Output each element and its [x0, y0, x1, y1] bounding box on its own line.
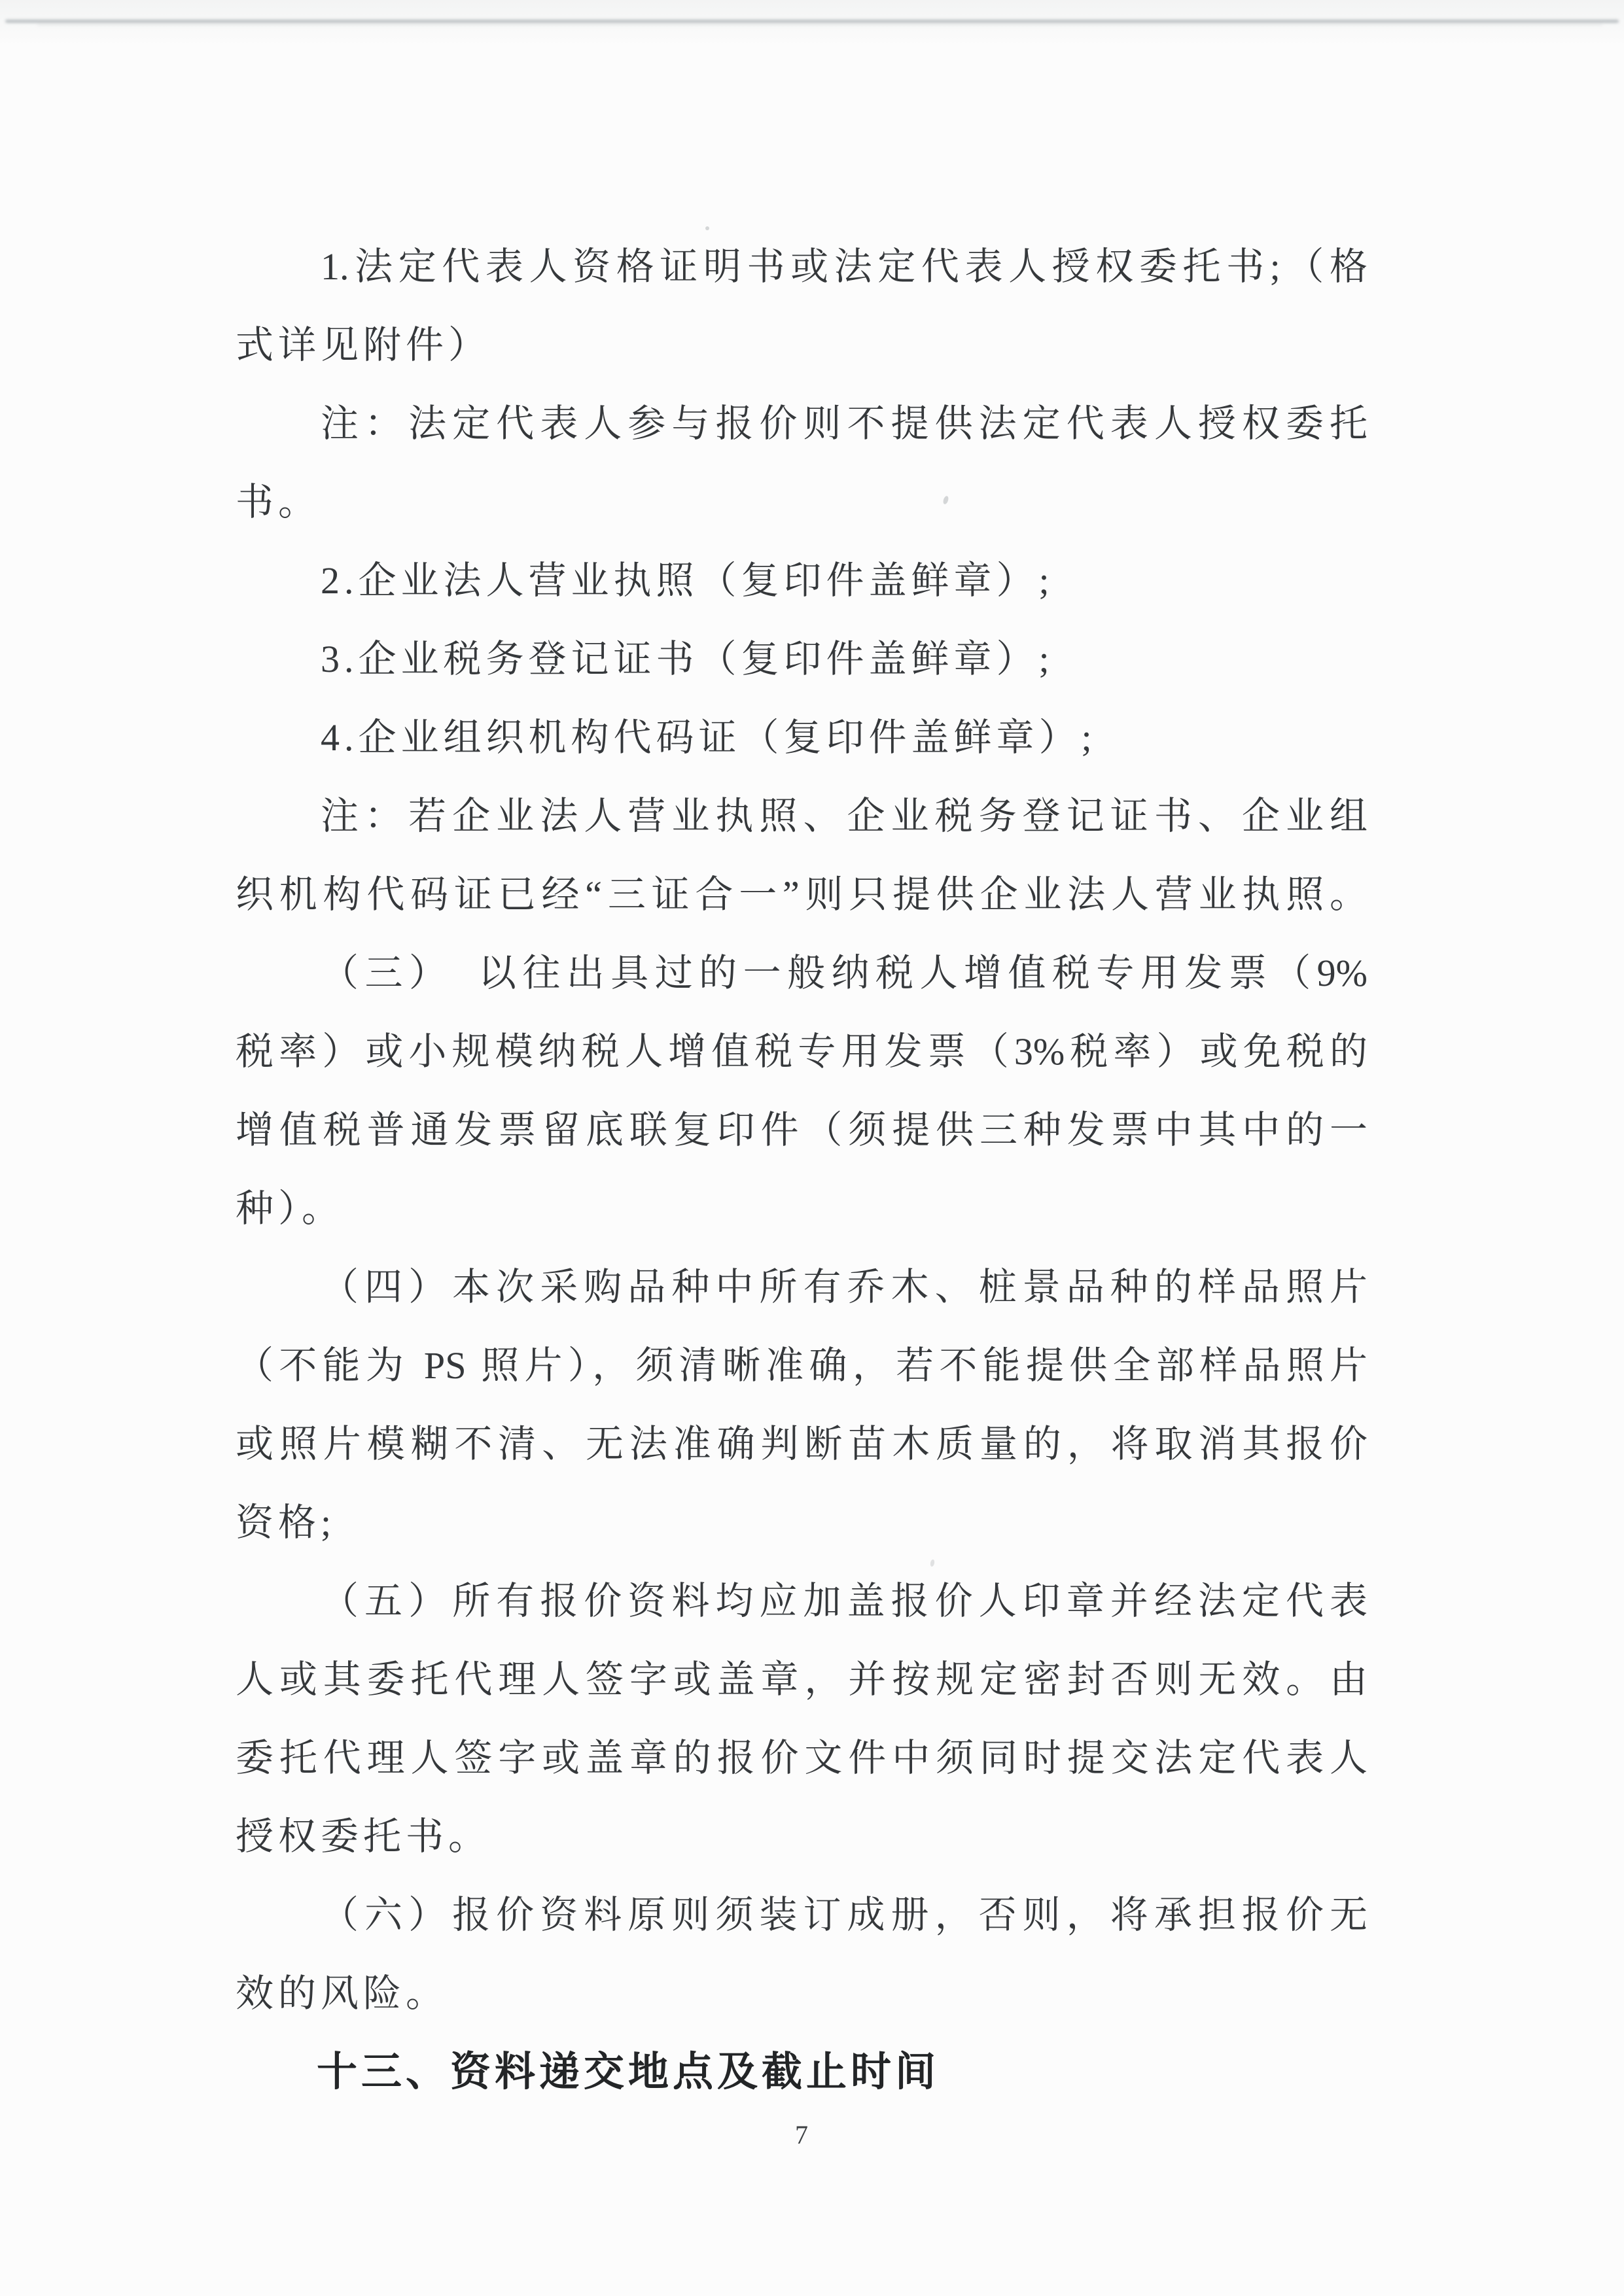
doc-line-15: （不能为 PS 照片），须清晰准确，若不能提供全部样品照片: [236, 1344, 1368, 1387]
document-body: [236, 228, 1368, 2112]
doc-line-4: 书。: [236, 481, 321, 523]
doc-line-22: （六）报价资料原则须装订成册，否则，将承担报价无: [321, 1894, 1368, 1936]
doc-line-20: 委托代理人签字或盖章的报价文件中须同时提交法定代表人: [236, 1737, 1368, 1779]
doc-line-12: 增值税普通发票留底联复印件（须提供三种发票中其中的一: [236, 1109, 1368, 1151]
scanner-edge-artifact: [5, 20, 1619, 23]
doc-line-7: 4.企业组织机构代码证（复印件盖鲜章）;: [321, 716, 1097, 759]
doc-line-3: 注：法定代表人参与报价则不提供法定代表人授权委托: [321, 402, 1368, 445]
doc-line-2: 式详见附件）: [236, 324, 491, 366]
doc-line-14: （四）本次采购品种中所有乔木、桩景品种的样品照片: [321, 1266, 1368, 1308]
doc-line-11: 税率）或小规模纳税人增值税专用发票（3%税率）或免税的: [236, 1030, 1368, 1073]
doc-line-23: 效的风险。: [236, 1972, 449, 2015]
doc-line-18: （五）所有报价资料均应加盖报价人印章并经法定代表: [321, 1580, 1368, 1622]
doc-line-16: 或照片模糊不清、无法准确判断苗木质量的，将取消其报价: [236, 1423, 1368, 1465]
doc-line-6: 3.企业税务登记证书（复印件盖鲜章）;: [321, 638, 1054, 680]
doc-line-17: 资格;: [236, 1501, 336, 1544]
doc-line-5: 2.企业法人营业执照（复印件盖鲜章）;: [321, 559, 1054, 602]
doc-line-19: 人或其委托代理人签字或盖章，并按规定密封否则无效。由: [236, 1658, 1368, 1701]
doc-line-8: 注：若企业法人营业执照、企业税务登记证书、企业组: [321, 795, 1368, 837]
doc-line-1: 1.法定代表人资格证明书或法定代表人授权委托书;（格: [321, 245, 1368, 288]
doc-line-9: 织机构代码证已经“三证合一”则只提供企业法人营业执照。: [236, 873, 1368, 916]
page-number: 7: [795, 2120, 808, 2149]
doc-line-13: 种）。: [236, 1187, 345, 1230]
doc-line-10: （三） 以往出具过的一般纳税人增值税专用发票（9%: [321, 952, 1368, 994]
section-heading: 十三、资料递交地点及截止时间: [317, 2049, 940, 2095]
doc-line-21: 授权委托书。: [236, 1815, 491, 1858]
